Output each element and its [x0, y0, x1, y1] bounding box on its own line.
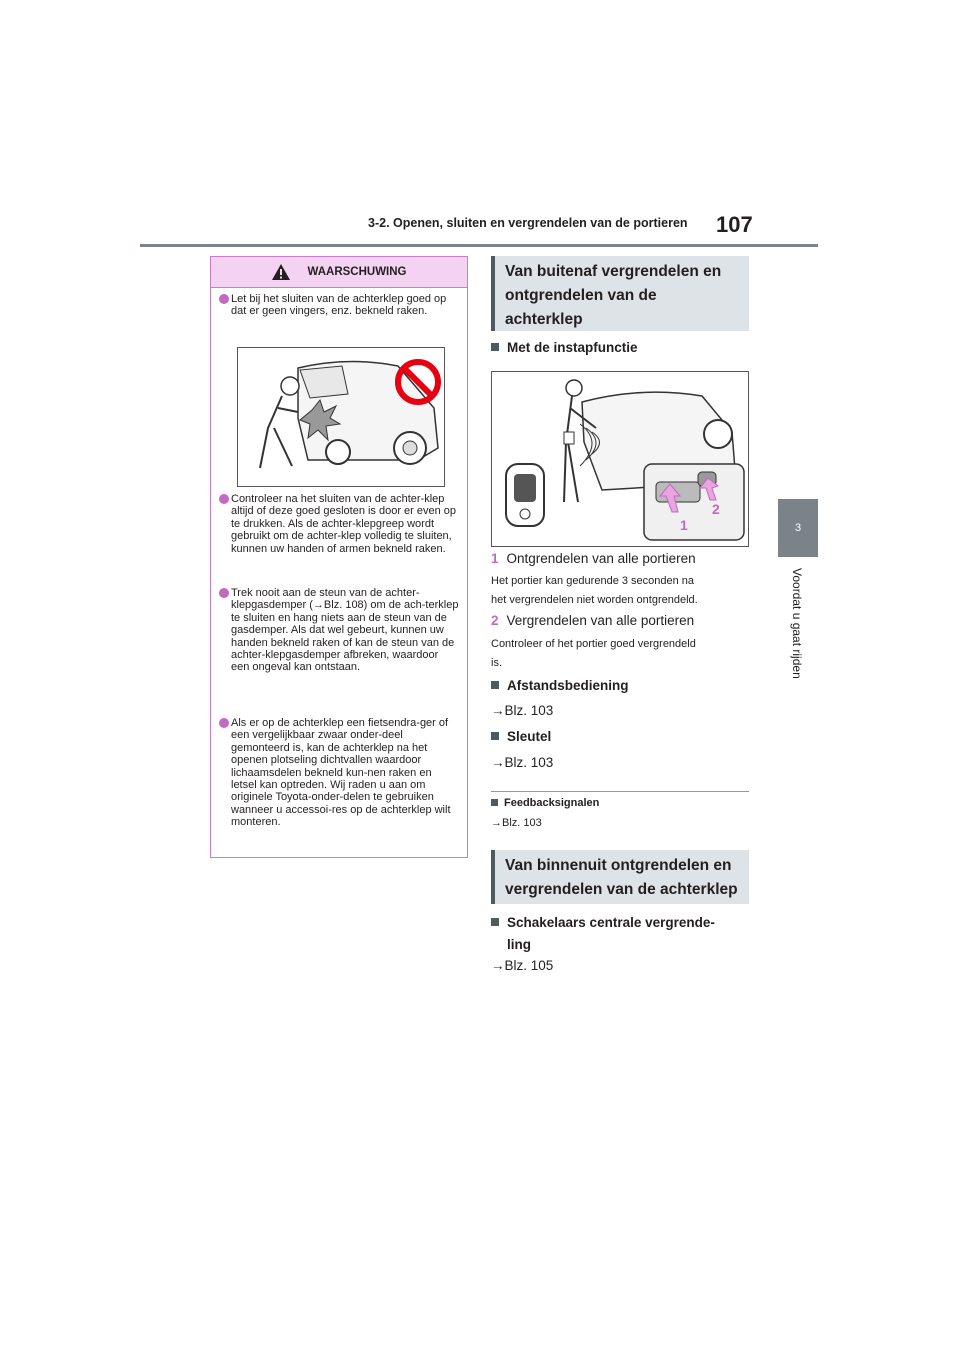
bullet-icon — [219, 494, 229, 504]
step-2: 2 Vergrendelen van alle portieren — [491, 613, 695, 628]
warning-item: Als er op de achterklep een fietsendra-ger of een vergelijkbaar zwaar onder-deel gemonteerd is, kan de achterklep na het openen plotseling dichtvallen waardoor lichaamsdelen bekneld kun-nen raken en letsel kan optreden. Wij raden u aan om originele Toyota-onder-delen te gebruiken wanneer u accessoi-res op de achterklep wilt monteren. — [219, 717, 459, 829]
remote-page-ref[interactable]: →Blz. 103 — [491, 703, 554, 718]
square-bullet-icon — [491, 732, 499, 740]
header-rule — [140, 244, 818, 247]
car-trunk-warning-image — [238, 348, 444, 486]
page-number: 107 — [716, 212, 753, 237]
subheading-central-lock: Schakelaars centrale vergrende- ling — [491, 912, 715, 956]
warning-item: Trek nooit aan de steun van de achter-klepgasdemper (→Blz. 108) om de ach-terklep te sluiten en hang niets aan de steun van de gasdemper. Als dat wel gebeurt, kunnen uw handen bekneld raken of kan de steun van de achter-klepgasdemper afbreken, waardoor een ongeval kan ontstaan. — [219, 587, 459, 674]
square-bullet-icon — [491, 681, 499, 689]
warning-box — [210, 256, 468, 858]
subheading-remote: Afstandsbediening — [491, 678, 629, 693]
bullet-icon — [219, 588, 229, 598]
bullet-icon — [219, 718, 229, 728]
warning-item: Controleer na het sluiten van de achter-klep altijd of deze goed gesloten is door er even op te drukken. Als de achter-klepgreep wordt gebruikt om de achter-klep volledig te sluiten, kunnen uw handen of armen bekneld raken. — [219, 493, 459, 555]
warning-header — [211, 257, 467, 288]
bullet-icon — [219, 294, 229, 304]
subheading-key: Sleutel — [491, 729, 551, 744]
warning-illustration — [237, 347, 445, 487]
step-1: 1 Ontgrendelen van alle portieren — [491, 551, 696, 566]
section-header-outside: Van buitenaf vergrendelen en ontgrendelen van de achterklep — [491, 256, 749, 331]
entry-function-illustration — [491, 371, 749, 547]
square-bullet-icon — [491, 343, 499, 351]
section-header-inside: Van binnenuit ontgrendelen en vergrendelen van de achterklep — [491, 850, 749, 904]
warning-item: Let bij het sluiten van de achterklep goed op dat er geen vingers, enz. bekneld raken. — [219, 293, 459, 318]
tailgate-lock-image — [492, 372, 748, 546]
central-lock-page-ref[interactable]: →Blz. 105 — [491, 958, 554, 973]
feedback-heading: Feedbacksignalen — [491, 797, 599, 809]
subheading-entry-function: Met de instapfunctie — [491, 340, 638, 355]
square-bullet-icon — [491, 799, 498, 806]
warning-triangle-icon — [271, 263, 291, 281]
square-bullet-icon — [491, 918, 499, 926]
step-2-note: Controleer of het portier goed vergrendeld is. — [491, 638, 696, 669]
figure-label-1: 1 — [680, 517, 688, 533]
step-1-note: Het portier kan gedurende 3 seconden na het vergrendelen niet worden ontgrendeld. — [491, 575, 698, 606]
chapter-tab: 3 — [778, 499, 818, 557]
divider — [491, 791, 749, 792]
feedback-page-ref[interactable]: →Blz. 103 — [491, 817, 542, 829]
chapter-title: Voordat u gaat rijden — [790, 568, 804, 679]
section-title: 3-2. Openen, sluiten en vergrendelen van de portieren — [368, 216, 688, 230]
key-page-ref[interactable]: →Blz. 103 — [491, 755, 554, 770]
figure-label-2: 2 — [712, 501, 720, 517]
warning-heading: WAARSCHUWING — [307, 266, 407, 278]
